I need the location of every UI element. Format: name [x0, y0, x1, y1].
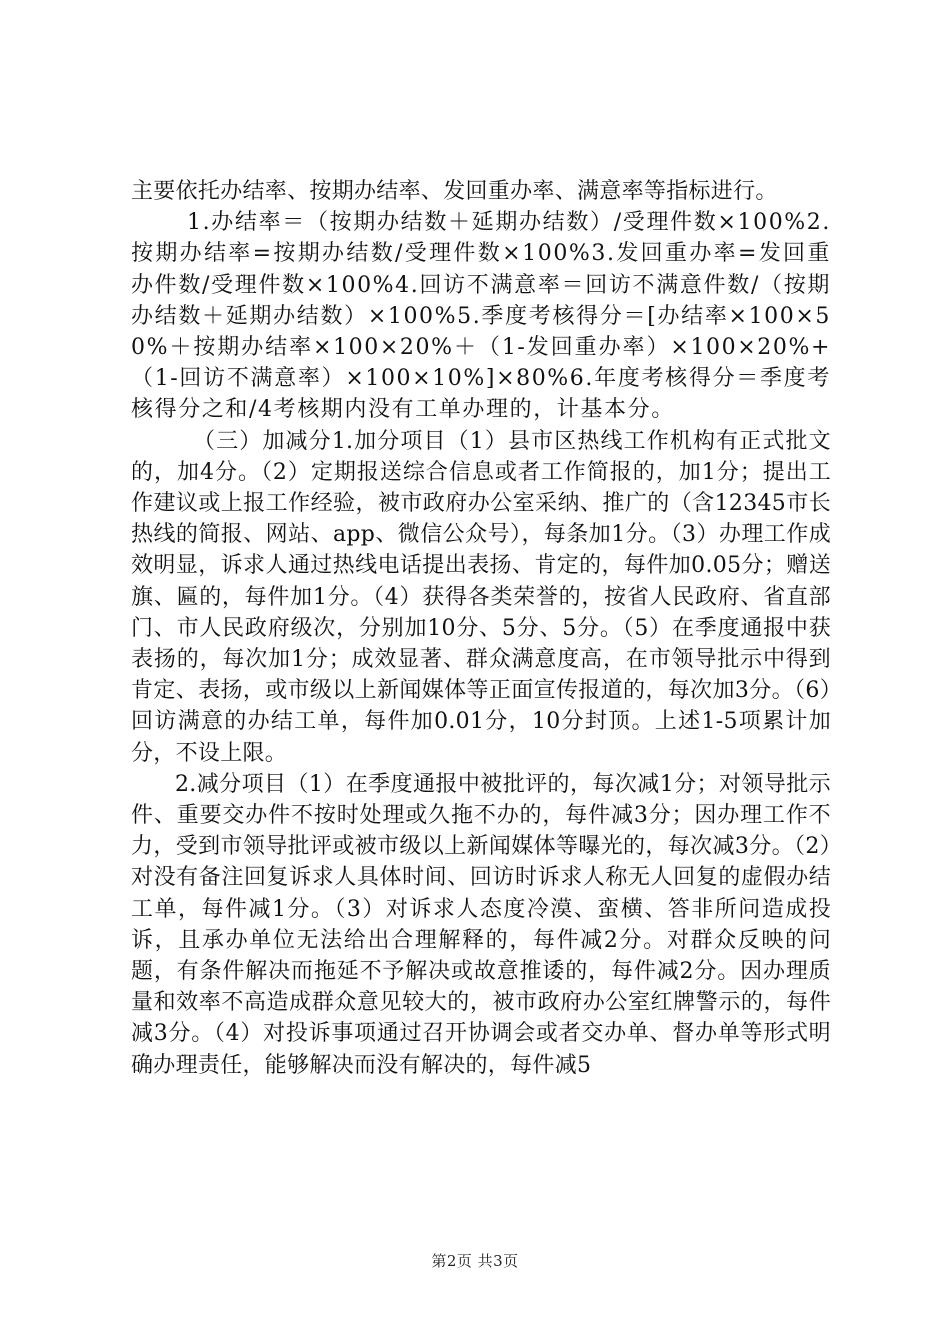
page-number-footer: 第2页 共3页	[431, 1252, 519, 1270]
paragraph-deduction-items: 2.减分项目（1）在季度通报中被批评的，每次减1分；对领导批示件、重要交办件不按时处理或久拖不办的，每件减3分；因办理工作不力，受到市领导批评或被市级以上新闻媒体等曝光的，每次减3分。（2）对没有备注回复诉求人具体时间、回访时诉求人称无人回复的虚假办结工单，每件减1分。（3）对诉求人态度冷漠、蛮横、答非所问造成投诉，且承办单位无法给出合理解释的，每件减2分。对群众反映的问题，有条件解决而拖延不予解决或故意推诿的，每件减2分。因办理质量和效率不高造成群众意见较大的，被市政府办公室红牌警示的，每件减3分。（4）对投诉事项通过召开协调会或者交办单、督办单等形式明确办理责任，能够解决而没有解决的，每件减5	[131, 771, 831, 1078]
paragraph-bonus-items: （三）加减分1.加分项目（1）县市区热线工作机构有正式批文的，加4分。（2）定期报送综合信息或者工作简报的，加1分；提出工作建议或上报工作经验，被市政府办公室采纳、推广的（含12345市长热线的简报、网站、app、微信公众号），每条加1分。（3）办理工作成效明显，诉求人通过热线电话提出表扬、肯定的，每件加0.05分；赠送旗、匾的，每件加1分。（4）获得各类荣誉的，按省人民政府、省直部门、市人民政府级次，分别加10分、5分、5分。（5）在季度通报中获表扬的，每次加1分；成效显著、群众满意度高，在市领导批示中得到肯定、表扬，或市级以上新闻媒体等正面宣传报道的，每次加3分。（6）回访满意的办结工单，每件加0.01分，10分封顶。上述1-5项累计加分，不设上限。	[131, 428, 831, 766]
document-body	[131, 176, 831, 1081]
paragraph-indicators: 主要依托办结率、按期办结率、发回重办率、满意率等指标进行。	[131, 179, 778, 204]
paragraph-formulas: 1.办结率＝（按期办结数＋延期办结数）/受理件数×100%2.按期办结率=按期办结数/受理件数×100%3.发回重办率=发回重办件数/受理件数×100%4.回访不满意率＝回访不满意件数/（按期办结数＋延期办结数）×100%5.季度考核得分＝[办结率×100×50%＋按期办结率×100×20%＋（1-发回重办率）×100×20%+（1-回访不满意率）×100×10%]×80%6.年度考核得分＝季度考核得分之和/4考核期内没有工单办理的，计基本分。	[131, 210, 831, 423]
